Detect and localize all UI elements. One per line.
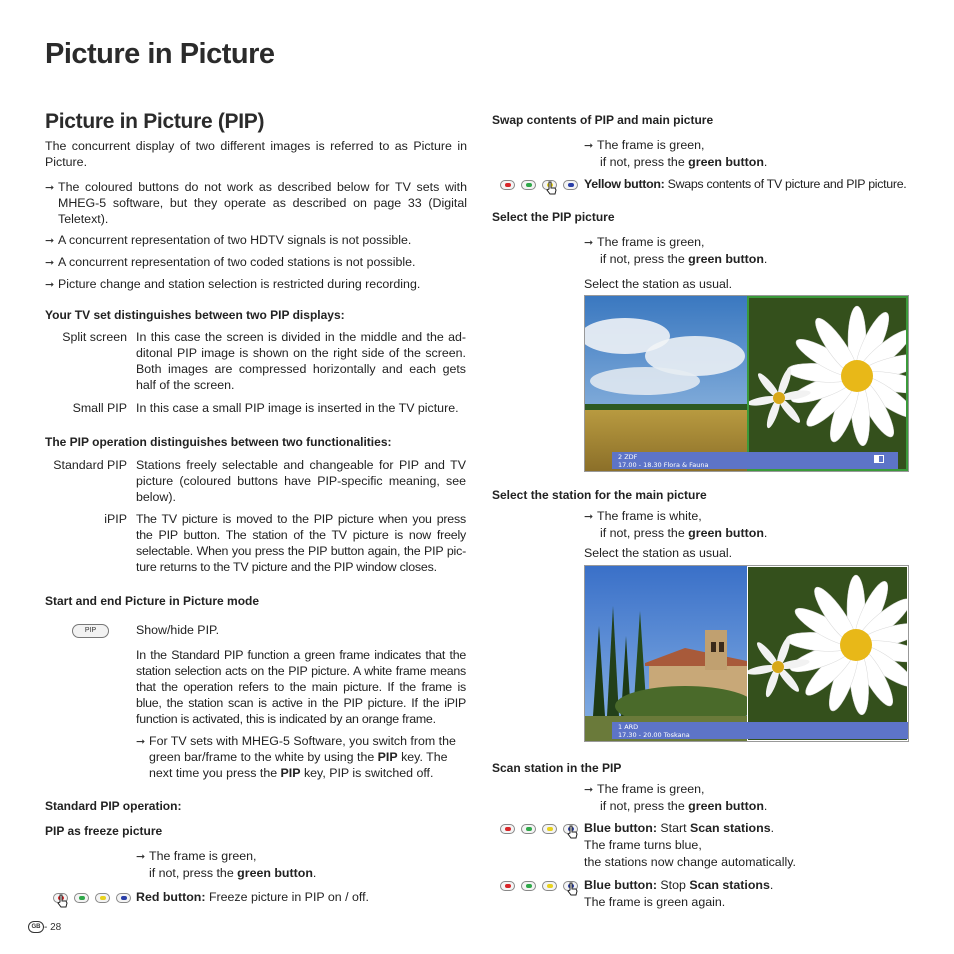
yellow-button[interactable] (542, 180, 557, 190)
pointing-hand-icon (57, 894, 68, 908)
blue-start-text: Blue button: Start Scan stations. The frame turns blue, the stations now change automatically. (584, 821, 796, 869)
color-buttons (500, 180, 578, 190)
osd-program-info: 17.00 - 18.30 Flora & Fauna (618, 461, 709, 469)
arrow-right-icon (584, 138, 597, 152)
start-end-heading: Start and end Picture in Picture mode (45, 594, 260, 608)
note-text: The coloured buttons do not work as described below for TV sets with MHEG-5 software, but they operate as described on page 33 (Digital Teletext). (58, 180, 467, 226)
note-text: A concurrent representation of two coded stations is not possible. (58, 255, 416, 269)
blue-button[interactable] (563, 881, 578, 891)
green-button[interactable] (521, 824, 536, 834)
pointing-hand-icon (567, 825, 578, 839)
note-item (45, 179, 467, 227)
arrow-right-icon (45, 276, 58, 293)
color-buttons (500, 824, 578, 834)
blue-stop-text: Blue button: Stop Scan stations. The frame is green again. (584, 878, 774, 909)
green-button[interactable] (74, 893, 89, 903)
yellow-button-text: Yellow button: Swaps contents of TV picture and PIP picture. (584, 177, 907, 191)
mheg-note-text: For TV sets with MHEG-5 Software, you switch from the green bar/frame to the white by using the PIP key. The next time you press the PIP key, PIP is switched off. (149, 734, 456, 780)
pip-window-white-frame (747, 566, 908, 741)
arrow-right-icon (136, 733, 149, 781)
split-screen-text: In this case the screen is divided in the middle and the ad-ditonal PIP image is shown on the right side of the screen. Both images are compressed horizontally and each gets half of the screen. (136, 330, 466, 392)
section-title: Picture in Picture (PIP) (45, 110, 265, 133)
freeze-heading: PIP as freeze picture (45, 824, 163, 838)
page-footer (28, 921, 61, 933)
split-screen-label: Split screen (62, 330, 127, 344)
pip-window-green-frame (747, 296, 908, 471)
arrow-right-icon (45, 254, 58, 271)
ipip-text: The TV picture is moved to the PIP picture when you press the PIP button. The station of the TV picture is now freely selectable. When you press the PIP button again, the PIP pic-ture returns to the TV picture and the PIP window closes. (136, 512, 466, 574)
osd-station-bar (612, 452, 898, 469)
note-text: Picture change and station selection is restricted during recording. (58, 277, 421, 291)
note-text: A concurrent representation of two HDTV signals is not possible. (58, 233, 412, 247)
osd-station-bar (612, 722, 908, 739)
red-button[interactable] (53, 893, 68, 903)
note-item (45, 232, 467, 249)
tv-screen-main-select (584, 565, 909, 742)
intro-text: The concurrent display of two different images is referred to as Picture in Picture. (45, 139, 467, 169)
page-number: - 28 (44, 921, 62, 933)
country-badge: GB (28, 921, 44, 933)
freeze-instructions: ➞ The frame is green, if not, press the green button. (136, 848, 316, 881)
standard-pip-text: Stations freely selectable and changeable for PIP and TV picture (coloured buttons have PIP-specific meaning, see below). (136, 458, 466, 504)
red-button[interactable] (500, 881, 515, 891)
red-button[interactable] (500, 180, 515, 190)
frame-explanation: In the Standard PIP function a green frame indicates that the station selection acts on the PIP picture. A white frame means that the operation refers to the main picture. If the frame is blue, the station scan is active in the PIP picture. If the iPIP function is activated, this is indicated by an orange frame. (136, 648, 466, 726)
osd-station-number: 2 ZDF (618, 453, 638, 461)
mheg-note (136, 733, 468, 781)
arrow-right-icon (584, 235, 597, 249)
arrow-right-icon (136, 849, 149, 863)
color-buttons (500, 881, 578, 891)
notes-list (45, 179, 467, 293)
daisy-image (748, 567, 908, 741)
swap-heading: Swap contents of PIP and main picture (492, 113, 714, 127)
pip-key-button[interactable]: PIP (72, 624, 109, 638)
blue-button[interactable] (116, 893, 131, 903)
pointing-hand-icon (567, 882, 578, 896)
show-hide-text: Show/hide PIP. (136, 623, 220, 637)
arrow-right-icon (584, 782, 597, 796)
osd-program-info: 17.30 - 20.00 Toskana (618, 731, 690, 739)
page-title: Picture in Picture (45, 38, 275, 70)
red-button[interactable] (500, 824, 515, 834)
note-item (45, 276, 467, 293)
ipip-label: iPIP (104, 512, 127, 526)
arrow-right-icon (45, 232, 58, 249)
scan-instructions: ➞ The frame is green, if not, press the green button. (584, 781, 767, 814)
arrow-right-icon (584, 509, 597, 523)
daisy-image (749, 298, 908, 471)
blue-button[interactable] (563, 824, 578, 834)
select-main-instructions: ➞ The frame is white, if not, press the green button. Select the station as usual. (584, 508, 767, 561)
osd-station-number: 1 ARD (618, 723, 639, 731)
yellow-button[interactable] (542, 824, 557, 834)
yellow-button[interactable] (542, 881, 557, 891)
small-pip-text: In this case a small PIP image is inserted in the TV picture. (136, 401, 459, 415)
displays-heading: Your TV set distinguishes between two PIP displays: (45, 308, 345, 322)
yellow-button[interactable] (95, 893, 110, 903)
arrow-right-icon (45, 179, 58, 227)
standard-pip-label: Standard PIP (53, 458, 127, 472)
small-pip-label: Small PIP (72, 401, 127, 415)
red-button-text: Red button: Freeze picture in PIP on / off. (136, 890, 369, 904)
scan-heading: Scan station in the PIP (492, 761, 622, 775)
blue-button[interactable] (563, 180, 578, 190)
functions-heading: The PIP operation distinguishes between two functionalities: (45, 435, 392, 449)
standard-op-heading: Standard PIP operation: (45, 799, 182, 813)
pip-indicator-icon (874, 455, 884, 463)
green-button[interactable] (521, 881, 536, 891)
select-pip-heading: Select the PIP picture (492, 210, 615, 224)
select-main-heading: Select the station for the main picture (492, 488, 707, 502)
tv-screen-split-pip (584, 295, 909, 472)
color-buttons (53, 893, 131, 903)
green-button[interactable] (521, 180, 536, 190)
select-pip-instructions: ➞ The frame is green, if not, press the green button. Select the station as usual. (584, 234, 767, 292)
swap-instructions: ➞ The frame is green, if not, press the green button. (584, 137, 767, 170)
pointing-hand-icon (546, 181, 557, 195)
note-item (45, 254, 467, 271)
